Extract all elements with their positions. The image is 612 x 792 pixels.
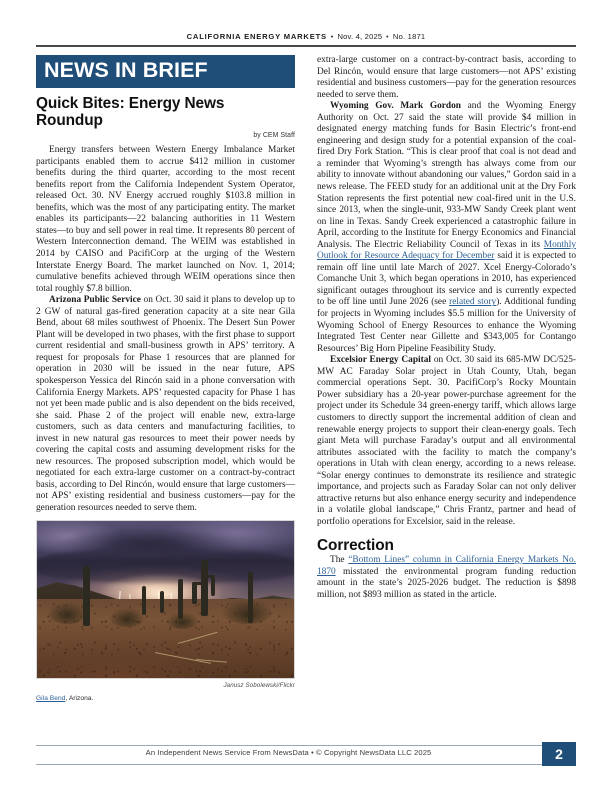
paragraph-aps-text: on Oct. 30 said it plans to develop up to 2 GW of natural gas-fired generation capacity at a site near Gila Bend, about 68 miles southwest of Phoenix. The Desert Sun Power Plant will be developed in two phases, with the first phase to support current residential and small-business growth in APS’ territory. A request for proposals for Phase 1 resources that are planned for operation in 2030 will be issued in the near future, APS spokesperson Yessica del Rincón said in a phone conversation with California Energy Markets. APS’ requested capacity for Phase 1 has not yet been made public and is also dependent on the bids received, she said. Phase 2 of the project will enable new, extra-large customers, such as data centers and manufacturing facilities, to invest in new natural gas resources to meet their power needs by covering the capital costs and assuming development risks for the new resources. The proposed subscription model, which would be negotiated for each extra-large customer on a contract-by-contract basis, according to Del Rincón, would ensure that large customers—not APS’ existing residential and business customers—pay for the generation resources needed to serve them. <box>36 295 295 513</box>
paragraph-aps <box>36 295 295 514</box>
paragraph-wyoming <box>317 101 576 355</box>
header-rule <box>36 45 576 47</box>
left-column <box>36 55 295 704</box>
correction-rest: misstated the environmental program funding reduction amount in the state’s 2025-2026 budget. The reduction is $898 million, not $893 million as stated in the article. <box>317 566 576 600</box>
paragraph-wyoming-text-2: said it is expected to remain off line until late March of 2027. Xcel Energy-Colorado’s Comanche Unit 3, which began operations in 2010, has experienced significant outages throughout its service and is currently expected to be off line until June 2026 (see <box>317 251 576 308</box>
paragraph-excelsior-text: on Oct. 30 said its 685-MW DC/525-MW AC Faraday Solar project in Utah County, Utah, began commercial operations Sept. 30. PacifiCorp’s Rocky Mountain Power subsidiary has a 20-year power-purchase agreement for the project under its Schedule 34 green-energy tariff, which allows large customers to directly support the incremental addition of clean and renewable energy projects to support their clean-energy goals. Tech giant Meta will purchase Faraday’s output and all environmental attributes associated with the facility to match the company’s operations in Utah with clean energy, according to a news release. “Solar energy continues to demonstrate its resilience and strategic importance, and projects such as Faraday Solar can not only deliver attractive returns but also enhance energy security and independence in a volatile global landscape,” Chris Frantz, partner and head of portfolio operations for Excelsior, said in the release. <box>317 355 576 527</box>
caption-link-gila-bend[interactable]: Gila Bend <box>36 694 66 702</box>
lead-in-excelsior: Excelsior Energy Capital <box>330 355 431 366</box>
paragraph-wyoming-text-1: and the Wyoming Energy Authority on Oct. 27 said the state will provide $4 million in designated energy matching funds for Basin Electric’s front-end engineering and design study for a potential expansion of the coal-fired Dry Fork Station. “This is clear proof that coal is not dead and a reminder that Wyoming’s strength has always come from our ability to innovate without abandoning our values,” Gordon said in a news release. The FEED study for an additional unit at the Dry Fork Station represents the first potential new coal-fired unit in the U.S. since 2013, when the single-unit, 933-MW Sandy Creek plant went on line in Texas. Sandy Creek experienced a catastrophic failure in April, according to the Institute for Energy Economics and Financial Analysis. The Electric Reliability Council of Texas in its <box>317 101 577 250</box>
section-banner: NEWS IN BRIEF <box>36 55 295 88</box>
running-head-publication: CALIFORNIA ENERGY MARKETS <box>186 32 327 41</box>
article-headline: Quick Bites: Energy News Roundup <box>36 94 225 129</box>
figure-photo <box>36 520 295 679</box>
saguaro-arm-2a <box>192 583 196 603</box>
paragraph-weim-text: Energy transfers between Western Energy Imbalance Market participants enabled them to accrue $412 million in customer benefits during the third quarter, according to the most recent benefits report from the California Independent System Operator, released Oct. 30. NV Energy accrued roughly $103.8 million in benefits, which was the most of any participating entity. The market enables its participants—22 balancing authorities in 11 Western states—to buy and sell power in real time. It represents 80 percent of Western Interconnection demand. The WEIM was established in 2014 by CAISO and PacifiCorp at the urging of the Western Interstate Energy Board. The market launched on Nov. 1, 2014; cumulative benefits achieved through WEIM operations since then total roughly $7.8 billion. <box>36 145 295 294</box>
paragraph-weim <box>36 145 295 295</box>
desert-bush-4 <box>166 612 199 629</box>
saguaro-arm-2b <box>192 582 207 585</box>
footer-rule-top <box>36 745 576 746</box>
figure-gila-bend <box>36 520 295 705</box>
saguaro-cactus-2 <box>201 560 207 617</box>
lead-in-wyoming: Wyoming Gov. Mark Gordon <box>330 101 461 112</box>
running-head-separator-2: • <box>386 32 390 41</box>
paragraph-correction <box>317 555 576 601</box>
correction-heading: Correction <box>317 537 394 555</box>
saguaro-cactus-5 <box>142 586 146 614</box>
correction-intro: The <box>330 554 349 565</box>
paragraph-aps-continued <box>317 55 576 101</box>
running-head-separator-1: • <box>330 32 334 41</box>
page-number-badge: 2 <box>542 742 576 766</box>
saguaro-cactus-6 <box>160 591 163 613</box>
paragraph-excelsior <box>317 355 576 528</box>
caption-rest: , Arizona. <box>65 694 94 702</box>
photo-credit: Janusz Sobolewski/Flickr <box>223 682 295 690</box>
photo-caption <box>36 693 295 705</box>
footer-rule-bottom <box>36 764 576 765</box>
paragraph-aps-continued-text: extra-large customer on a contract-by-contract basis, according to Del Rincón, would ensure that large customers—not APS’ existing residential and business customers—pay for the generation resources needed to serve them. <box>317 55 576 100</box>
link-related-story[interactable]: related story <box>449 297 497 308</box>
saguaro-arm-2c <box>211 577 215 596</box>
running-head-issue: No. 1871 <box>392 32 426 41</box>
running-head <box>36 32 576 41</box>
footer-text: An Independent News Service From NewsData • © Copyright NewsData LLC 2025 <box>145 748 432 757</box>
paragraph-wyoming-text-3: ). Additional funding for projects in Wyoming includes $5.5 million for the University of Wyoming School of Energy Resources to enhance the Wyoming Integrated Test Center near Gillette and $343,005 for Contango Resources’ Big Horn Pipeline Feasibility Study. <box>317 297 576 354</box>
running-head-date: Nov. 4, 2025 <box>337 32 383 41</box>
link-bottom-lines-column[interactable]: “Bottom Lines” column in California Energy Markets No. 1870 <box>317 554 576 577</box>
link-monthly-outlook[interactable]: Monthly Outlook for Resource Adequacy for December <box>317 239 576 262</box>
right-column <box>317 55 576 601</box>
article-byline: by CEM Staff <box>253 131 295 139</box>
lead-in-aps: Arizona Public Service <box>49 295 141 306</box>
saguaro-arm-2d <box>207 575 216 578</box>
